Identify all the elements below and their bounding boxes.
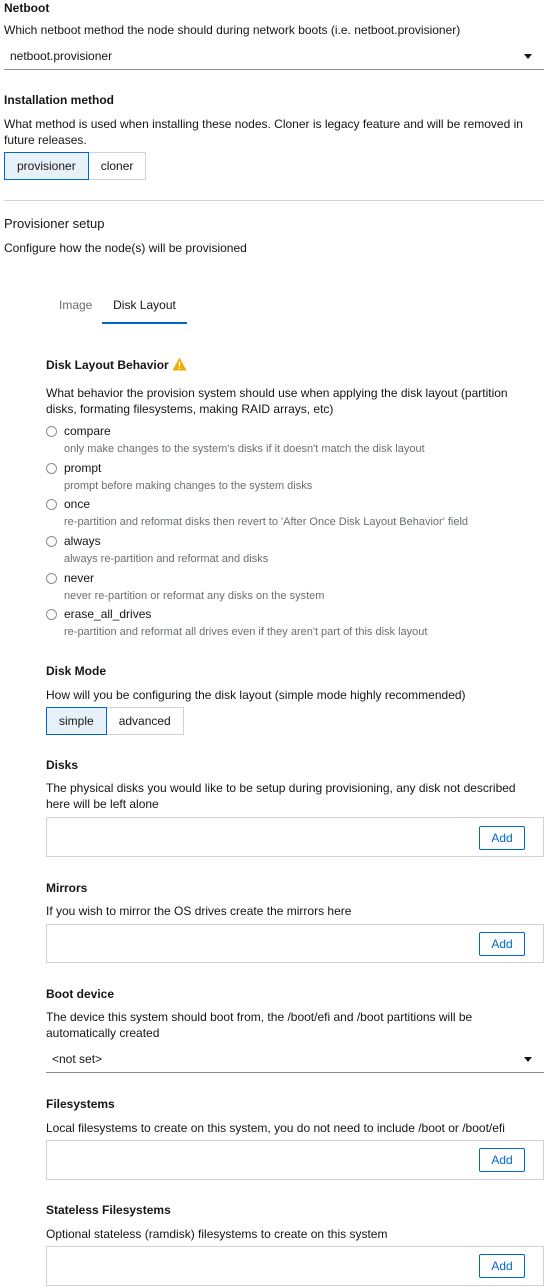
radio-description: prompt before making changes to the system disks xyxy=(64,480,313,492)
diskmode-help: How will you be configuring the disk layout (simple mode highly recommended) xyxy=(46,688,466,702)
radio-description: only make changes to the system's disks if it doesn't match the disk layout xyxy=(64,443,425,455)
netboot-select-value: netboot.provisioner xyxy=(10,49,113,63)
netboot-help: Which netboot method the node should during network boots (i.e. netboot.provisioner) xyxy=(4,23,461,37)
radio-button[interactable] xyxy=(46,573,57,584)
provisioner-help: Configure how the node(s) will be provisioned xyxy=(4,241,247,255)
filesystems-help: Local filesystems to create on this system, you do not need to include /boot or /boot/efi xyxy=(46,1121,505,1135)
diskmode-option-advanced[interactable]: advanced xyxy=(107,707,184,735)
diskmode-option-simple[interactable]: simple xyxy=(46,707,107,735)
radio-label: once xyxy=(64,497,91,511)
behavior-label: Disk Layout Behavior xyxy=(46,358,169,372)
install-help: What method is used when installing these nodes. Cloner is legacy feature and will be removed in future releases. xyxy=(4,117,523,147)
diskmode-label: Disk Mode xyxy=(46,664,107,678)
disk-mode-toggle xyxy=(46,707,184,735)
radio-label: compare xyxy=(64,424,111,438)
radio-description: always re-partition and reformat and disks xyxy=(64,553,269,565)
radio-label: always xyxy=(64,534,101,548)
radio-label: prompt xyxy=(64,461,102,475)
disks-label: Disks xyxy=(46,758,79,772)
radio-label: never xyxy=(64,571,95,585)
stateless-help: Optional stateless (ramdisk) filesystems to create on this system xyxy=(46,1227,388,1241)
provisioner-title: Provisioner setup xyxy=(4,216,105,231)
install-method-toggle xyxy=(4,152,146,180)
bootdevice-select[interactable] xyxy=(46,1047,544,1073)
stateless-panel xyxy=(46,1246,544,1286)
filesystems-add-button[interactable]: Add xyxy=(479,1148,525,1172)
install-label: Installation method xyxy=(4,93,115,107)
radio-button[interactable] xyxy=(46,499,57,510)
radio-button[interactable] xyxy=(46,536,57,547)
mirrors-label: Mirrors xyxy=(46,881,88,895)
mirrors-panel xyxy=(46,924,544,963)
caret-down-icon xyxy=(524,54,532,59)
radio-description: re-partition and reformat disks then revert to 'After Once Disk Layout Behavior' field xyxy=(64,516,469,528)
stateless-add-button[interactable]: Add xyxy=(479,1254,525,1278)
filesystems-panel xyxy=(46,1140,544,1180)
filesystems-label: Filesystems xyxy=(46,1097,115,1111)
stateless-label: Stateless Filesystems xyxy=(46,1203,171,1217)
radio-button[interactable] xyxy=(46,426,57,437)
bootdevice-label: Boot device xyxy=(46,987,115,1001)
netboot-select[interactable] xyxy=(4,44,544,70)
tab-image[interactable]: Image xyxy=(59,298,93,312)
disks-panel xyxy=(46,817,544,857)
section-divider xyxy=(4,200,544,201)
disks-help: The physical disks you would like to be setup during provisioning, any disk not described here will be left alone xyxy=(46,781,516,811)
radio-label: erase_all_drives xyxy=(64,607,152,621)
caret-down-icon xyxy=(524,1057,532,1062)
netboot-label: Netboot xyxy=(4,1,50,15)
radio-button[interactable] xyxy=(46,609,57,620)
mirrors-add-button[interactable]: Add xyxy=(479,932,525,956)
bootdevice-help: The device this system should boot from, the /boot/efi and /boot partitions will be automatically created xyxy=(46,1010,473,1040)
tab-disk-layout[interactable]: Disk Layout xyxy=(102,294,187,324)
radio-button[interactable] xyxy=(46,463,57,474)
install-option-cloner[interactable]: cloner xyxy=(89,152,147,180)
bootdevice-select-value: <not set> xyxy=(52,1052,103,1066)
warning-triangle-icon xyxy=(172,357,187,371)
install-option-provisioner[interactable]: provisioner xyxy=(4,152,89,180)
radio-description: re-partition and reformat all drives even if they aren't part of this disk layout xyxy=(64,626,428,638)
radio-description: never re-partition or reformat any disks on the system xyxy=(64,590,325,602)
behavior-help: What behavior the provision system should use when applying the disk layout (partition disks, formating filesystems, making RAID arrays, etc) xyxy=(46,386,508,416)
mirrors-help: If you wish to mirror the OS drives create the mirrors here xyxy=(46,904,352,918)
disks-add-button[interactable]: Add xyxy=(479,826,525,850)
